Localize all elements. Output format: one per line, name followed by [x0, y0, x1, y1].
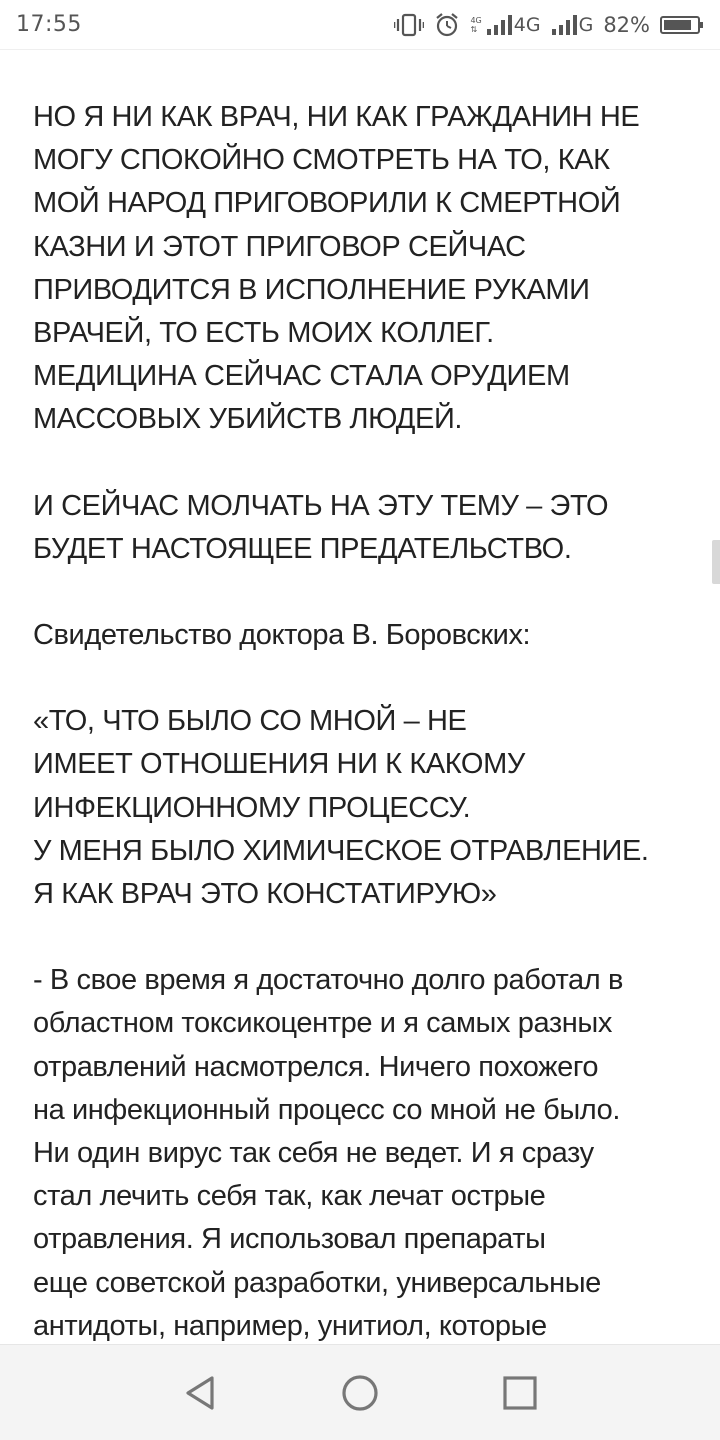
back-button[interactable]	[170, 1363, 230, 1423]
signal-icon	[486, 14, 512, 36]
article-body	[33, 96, 673, 1391]
home-button[interactable]	[330, 1363, 390, 1423]
article-paragraph-3: Свидетельство доктора В. Боровских:	[33, 619, 531, 652]
navigation-bar	[0, 1344, 720, 1440]
status-icons	[394, 12, 704, 38]
network-type-2: G	[578, 13, 594, 36]
battery-percent: 82%	[603, 12, 650, 37]
battery-icon	[660, 15, 704, 35]
recents-button[interactable]	[490, 1363, 550, 1423]
data-activity-indicator: 4G ⇅	[470, 15, 482, 34]
status-time: 17:55	[16, 12, 82, 37]
vibrate-icon	[394, 13, 424, 37]
back-icon	[180, 1373, 220, 1413]
signal-group-2	[551, 14, 594, 36]
home-icon	[339, 1372, 381, 1414]
status-bar	[0, 0, 720, 50]
scrollbar-thumb[interactable]	[712, 540, 720, 584]
recents-icon	[501, 1374, 539, 1412]
alarm-icon	[434, 12, 460, 38]
article-paragraph-5: - В свое время я достаточно долго работал в областном токсикоцентре и я самых разных отравлений насмотрелся. Ничего похожего на инфекционный процесс со мной не было. Ни один вирус так себя не ведет. И я сразу стал лечить себя так, как лечат острые отравления. Я использовал препараты еще советской разработки, универсальные антидоты, например, унитиол, которые	[33, 964, 623, 1342]
article-paragraph-4: «ТО, ЧТО БЫЛО СО МНОЙ – НЕ ИМЕЕТ ОТНОШЕНИЯ НИ К КАКОМУ ИНФЕКЦИОННОМУ ПРОЦЕССУ. У МЕНЯ БЫЛО ХИМИЧЕСКОЕ ОТРАВЛЕНИЕ. Я КАК ВРАЧ ЭТО КОНСТАТИРУЮ»	[33, 705, 649, 911]
signal-group-1	[470, 14, 540, 36]
article-paragraph-1: НО Я НИ КАК ВРАЧ, НИ КАК ГРАЖДАНИН НЕ МОГУ СПОКОЙНО СМОТРЕТЬ НА ТО, КАК МОЙ НАРОД ПРИГОВОРИЛИ К СМЕРТНОЙ КАЗНИ И ЭТОТ ПРИГОВОР СЕЙЧАС ПРИВОДИТСЯ В ИСПОЛНЕНИЕ РУКАМИ ВРАЧЕЙ, ТО ЕСТЬ МОИХ КОЛЛЕГ. МЕДИЦИНА СЕЙЧАС СТАЛА ОРУДИЕМ МАССОВЫХ УБИЙСТВ ЛЮДЕЙ.	[33, 101, 640, 436]
article-paragraph-2: И СЕЙЧАС МОЛЧАТЬ НА ЭТУ ТЕМУ – ЭТО БУДЕТ НАСТОЯЩЕЕ ПРЕДАТЕЛЬСТВО.	[33, 489, 609, 565]
network-type-1: 4G	[513, 13, 541, 36]
signal-icon	[551, 14, 577, 36]
